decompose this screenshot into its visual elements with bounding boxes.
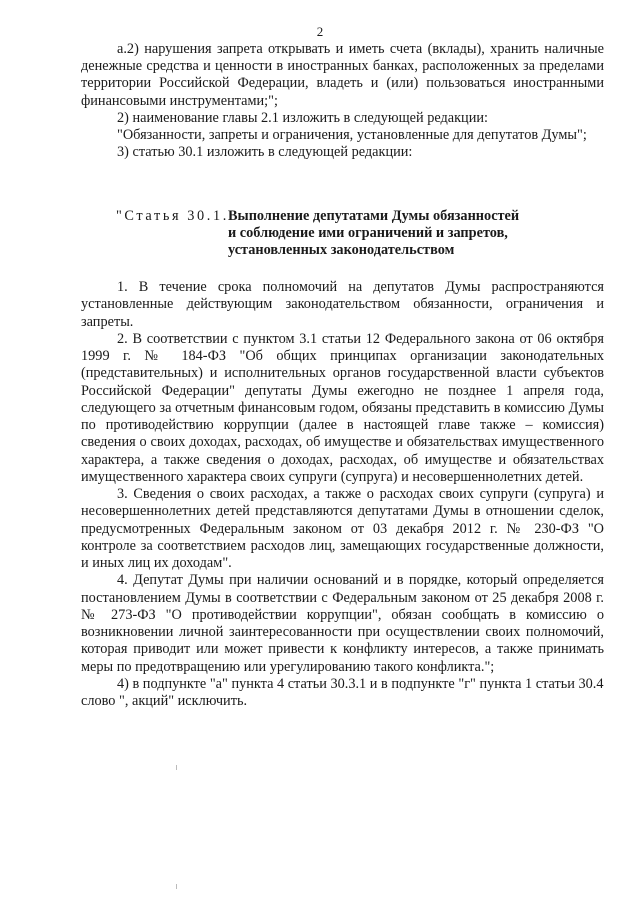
paragraph-a2: а.2) нарушения запрета открывать и иметь счета (вклады), хранить наличные денежные средства и ценности в иностранных банках, расположенных за пределами территории Российской Федерации, владеть и (или) пользоваться иностранными финансовыми инструментами;"; [81,41,604,109]
article-title-line: установленных законодательством [228,242,455,259]
article-title-line: и соблюдение ими ограничений и запретов, [228,225,508,242]
article-paragraph-1: 1. В течение срока полномочий на депутатов Думы распространяются установленные действующим законодательством обязанности, ограничения и запреты. [81,279,604,330]
intro-section [81,41,604,161]
article-paragraph-2: 2. В соответствии с пунктом 3.1 статьи 12 Федерального закона от 06 октября 1999 г. № 184-ФЗ "Об общих принципах организации законодательных (представительных) и исполнительных органов государственной власти субъектов Российской Федерации" депутаты Думы ежегодно не позднее 1 апреля года, следующего за отчетным финансовым годом, обязаны представить в комиссию Думы по противодействию коррупции (далее в настоящей главе также – комиссия) сведения о своих доходах, расходах, об имуществе и обязательствах имущественного характера, а также сведения о доходах, расходах, об имуществе и обязательствах имущественного характера своих супруги (супруга) и несовершеннолетних детей. [81,330,604,485]
paragraph-chapter-title: "Обязанности, запреты и ограничения, установленные для депутатов Думы"; [117,127,587,144]
article-title [228,208,558,260]
scan-mark [176,765,177,770]
article-paragraph-4: 4. Депутат Думы при наличии оснований и в порядке, который определяется постановлением Думы в соответствии с Федеральным законом от 25 декабря 2008 г. № 273-ФЗ "О противодействии коррупции", обязан сообщать в комиссию о возникновении личной заинтересованности при осуществлении своих полномочий, которая приводит или может привести к конфликту интересов, а также принимать меры по предотвращению или урегулированию такого конфликта."; [81,572,604,675]
article-paragraph-3: 3. Сведения о своих расходах, а также о расходах своих супруги (супруга) и несовершеннолетних детей представляются депутатами Думы в отношении сделок, предусмотренных Федеральным законом от 03 декабря 2012 г. № 230-ФЗ "О контроле за соответствием расходов лиц, замещающих государственные должности, и иных лиц их доходам". [81,486,604,571]
article-title-line: Выполнение депутатами Думы обязанностей [228,208,520,224]
article-body [81,279,604,710]
page-number: 2 [316,24,324,39]
article-number: "Статья 30.1. [116,208,229,224]
paragraph-item-3: 3) статью 30.1 изложить в следующей редакции: [117,144,413,161]
scan-mark [176,884,177,889]
paragraph-item-4: 4) в подпункте "а" пункта 4 статьи 30.3.1 и в подпункте "г" пункта 1 статьи 30.4 слово ", акций" исключить. [81,675,604,709]
paragraph-item-2: 2) наименование главы 2.1 изложить в следующей редакции: [117,109,488,126]
